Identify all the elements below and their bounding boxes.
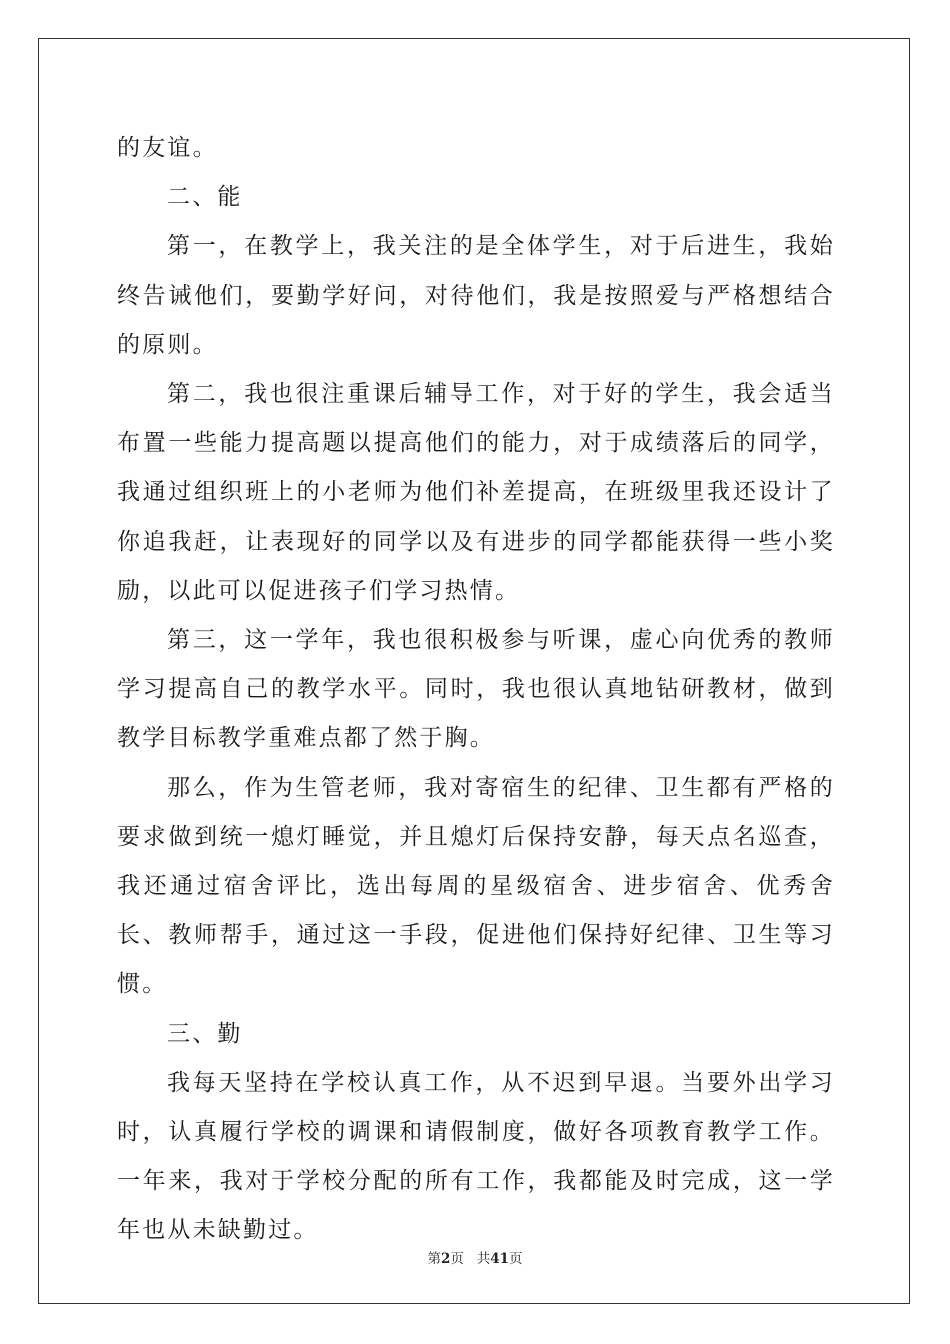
paragraph-third: 第三，这一学年，我也很积极参与听课，虚心向优秀的教师学习提高自己的教学水平。同时，我也很认真地钻研教材，做到教学目标教学重难点都了然于胸。 [117, 627, 835, 752]
page-suffix: 页 [450, 1251, 464, 1267]
page-footer [0, 1247, 950, 1267]
paragraph-dorm-management: 那么，作为生管老师，我对寄宿生的纪律、卫生都有严格的要求做到统一熄灯睡觉，并且熄灯后保持安静，每天点名巡查，我还通过宿舍评比，选出每周的星级宿舍、进步宿舍、优秀舍长、教师帮手，通过这一手段，促进他们保持好纪律、卫生等习惯。 [117, 774, 835, 998]
section-heading-neng: 二、能 [167, 184, 243, 211]
page-number: 2 [440, 1251, 451, 1267]
paragraph-continuation: 的友谊。 [117, 135, 218, 161]
document-body [117, 124, 835, 1256]
paragraph-first: 第一，在教学上，我关注的是全体学生，对于后进生，我始终告诫他们，要勤学好问，对待他们，我是按照爱与严格想结合的原则。 [117, 233, 835, 358]
total-prefix: 共 [476, 1251, 491, 1267]
total-pages: 41 [490, 1251, 510, 1267]
paragraph-second: 第二，我也很注重课后辅导工作，对于好的学生，我会适当布置一些能力提高题以提高他们的能力，对于成绩落后的同学，我通过组织班上的小老师为他们补差提高，在班级里我还设计了你追我赶，让表现好的同学以及有进步的同学都能获得一些小奖励，以此可以促进孩子们学习热情。 [117, 381, 835, 604]
paragraph-attendance: 我每天坚持在学校认真工作，从不迟到早退。当要外出学习时，认真履行学校的调课和请假制度，做好各项教育教学工作。一年来，我对于学校分配的所有工作，我都能及时完成，这一学年也从未缺勤过。 [117, 1069, 835, 1244]
total-suffix: 页 [509, 1251, 523, 1267]
section-heading-qin: 三、勤 [167, 1020, 243, 1047]
page-prefix: 第 [427, 1251, 441, 1267]
